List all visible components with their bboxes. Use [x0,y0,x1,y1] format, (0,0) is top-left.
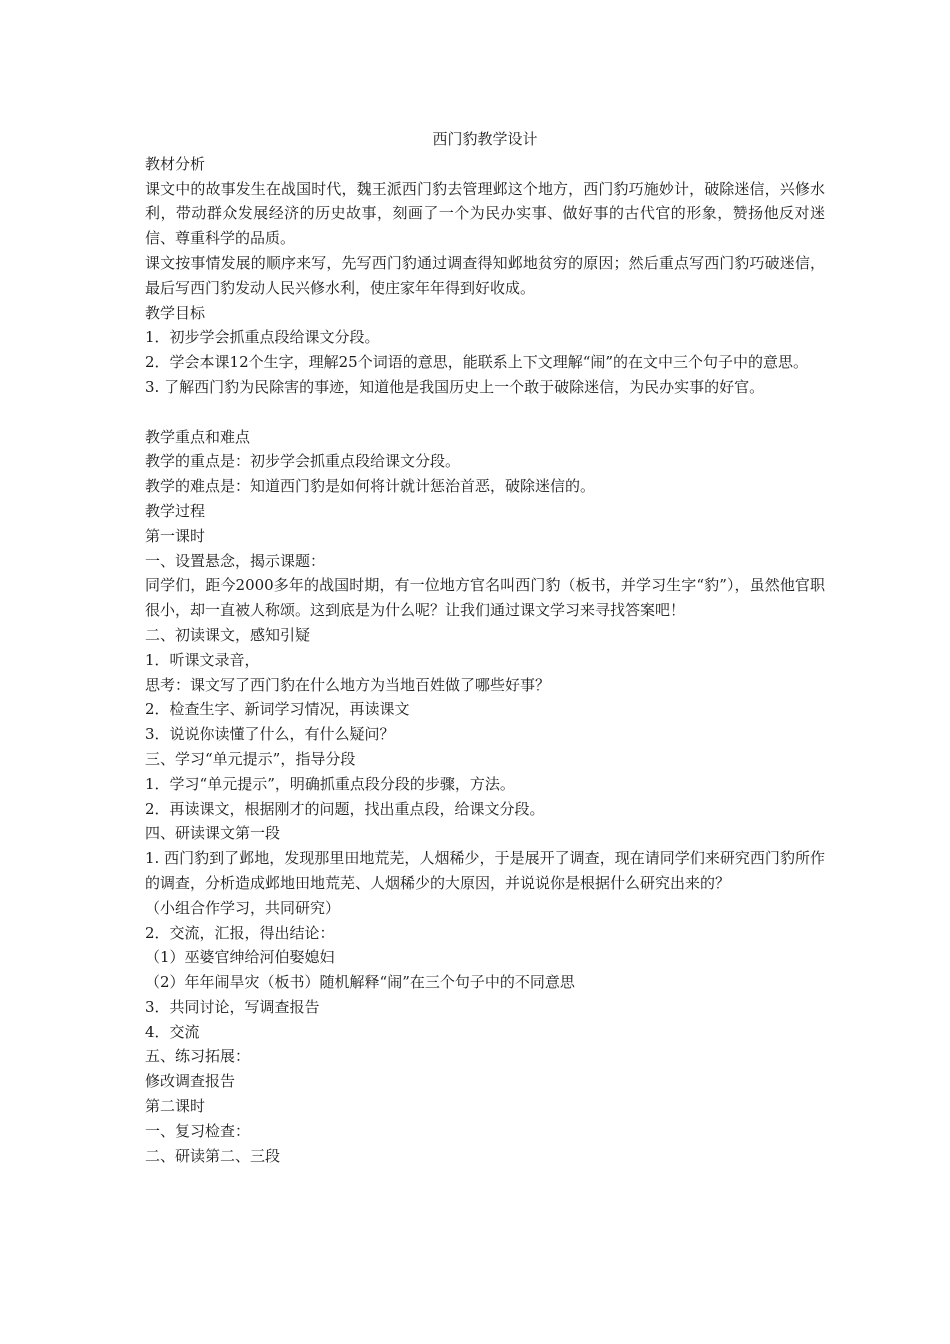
process-line: 2．交流，汇报，得出结论： [145,923,335,942]
process-line: 一、复习检查： [145,1121,251,1140]
keypoint-focus: 教学的重点是：初步学会抓重点段给课文分段。 [145,452,461,471]
process-line: 1．听课文录音， [145,650,260,669]
analysis-paragraph-2: 课文按事情发展的顺序来写，先写西门豹通过调查得知邺地贫穷的原因；然后重点写西门豹巧破迷信，最后写西门豹发动人民兴修水利，使庄家年年得到好收成。 [145,253,825,297]
process-line: 思考：课文写了西门豹在什么地方为当地百姓做了哪些好事？ [145,675,551,694]
goal-item-1: 1．初步学会抓重点段给课文分段。 [145,328,380,347]
process-line: 3．共同讨论，写调查报告 [145,997,320,1016]
lesson-1-heading: 第一课时 [145,526,206,545]
process-line: 四、研读课文第一段 [145,824,281,843]
goal-item-2: 2．学会本课12个生字，理解25个词语的意思，能联系上下文理解“闹”的在文中三个句子中的意思。 [145,353,809,372]
process-line: 五、练习拓展： [145,1047,251,1066]
process-line: 二、研读第二、三段 [145,1146,281,1165]
process-line: （小组合作学习，共同研究） [145,898,341,917]
lesson-2-heading: 第二课时 [145,1097,206,1116]
process-line: （2）年年闹旱灾（板书）随机解释“闹”在三个句子中的不同意思 [145,973,575,992]
process-paragraph: 1. 西门豹到了邺地，发现那里田地荒芜，人烟稀少，于是展开了调查，现在请同学们来研究西门豹所作的调查，分析造成邺地田地荒芜、人烟稀少的大原因，并说说你是根据什么研究出来的？ [145,849,825,892]
document-title: 西门豹教学设计 [432,130,538,148]
process-line: 2．检查生字、新词学习情况，再读课文 [145,700,410,719]
section-heading-process: 教学过程 [145,501,206,520]
process-line: 3．说说你读懂了什么，有什么疑问？ [145,725,395,744]
analysis-paragraph-1: 课文中的故事发生在战国时代，魏王派西门豹去管理邺这个地方，西门豹巧施妙计，破除迷信，兴修水利，带动群众发展经济的历史故事，刻画了一个为民办实事、做好事的古代官的形象，赞扬他反对迷信、尊重科学的品质。 [145,179,825,248]
process-line: 1．学习“单元提示”，明确抓重点段分段的步骤，方法。 [145,774,515,793]
goal-item-3: 3. 了解西门豹为民除害的事迹，知道他是我国历史上一个敢于破除迷信，为民办实事的好官。 [145,377,765,396]
section-heading-analysis: 教材分析 [145,154,206,173]
process-line: （1）巫婆官绅给河伯娶媳妇 [145,948,335,967]
process-line: 二、初读课文，感知引疑 [145,625,311,644]
process-line: 4．交流 [145,1022,200,1041]
process-paragraph: 同学们，距今2000多年的战国时期，有一位地方官名叫西门豹（板书，并学习生字“豹”），虽然他官职很小，却一直被人称颂。这到底是为什么呢？让我们通过课文学习来寻找答案吧！ [145,576,825,620]
section-heading-goals: 教学目标 [145,303,206,322]
document-body [145,127,825,1168]
process-line: 三、学习“单元提示”，指导分段 [145,749,356,768]
process-line: 修改调查报告 [145,1072,236,1091]
blank-line [145,400,825,425]
process-line: 2．再读课文，根据刚才的问题，找出重点段，给课文分段。 [145,799,545,818]
keypoint-difficulty: 教学的难点是：知道西门豹是如何将计就计惩治首恶，破除迷信的。 [145,477,596,496]
section-heading-keypoints: 教学重点和难点 [145,427,251,446]
process-line: 一、设置悬念，揭示课题： [145,551,326,570]
